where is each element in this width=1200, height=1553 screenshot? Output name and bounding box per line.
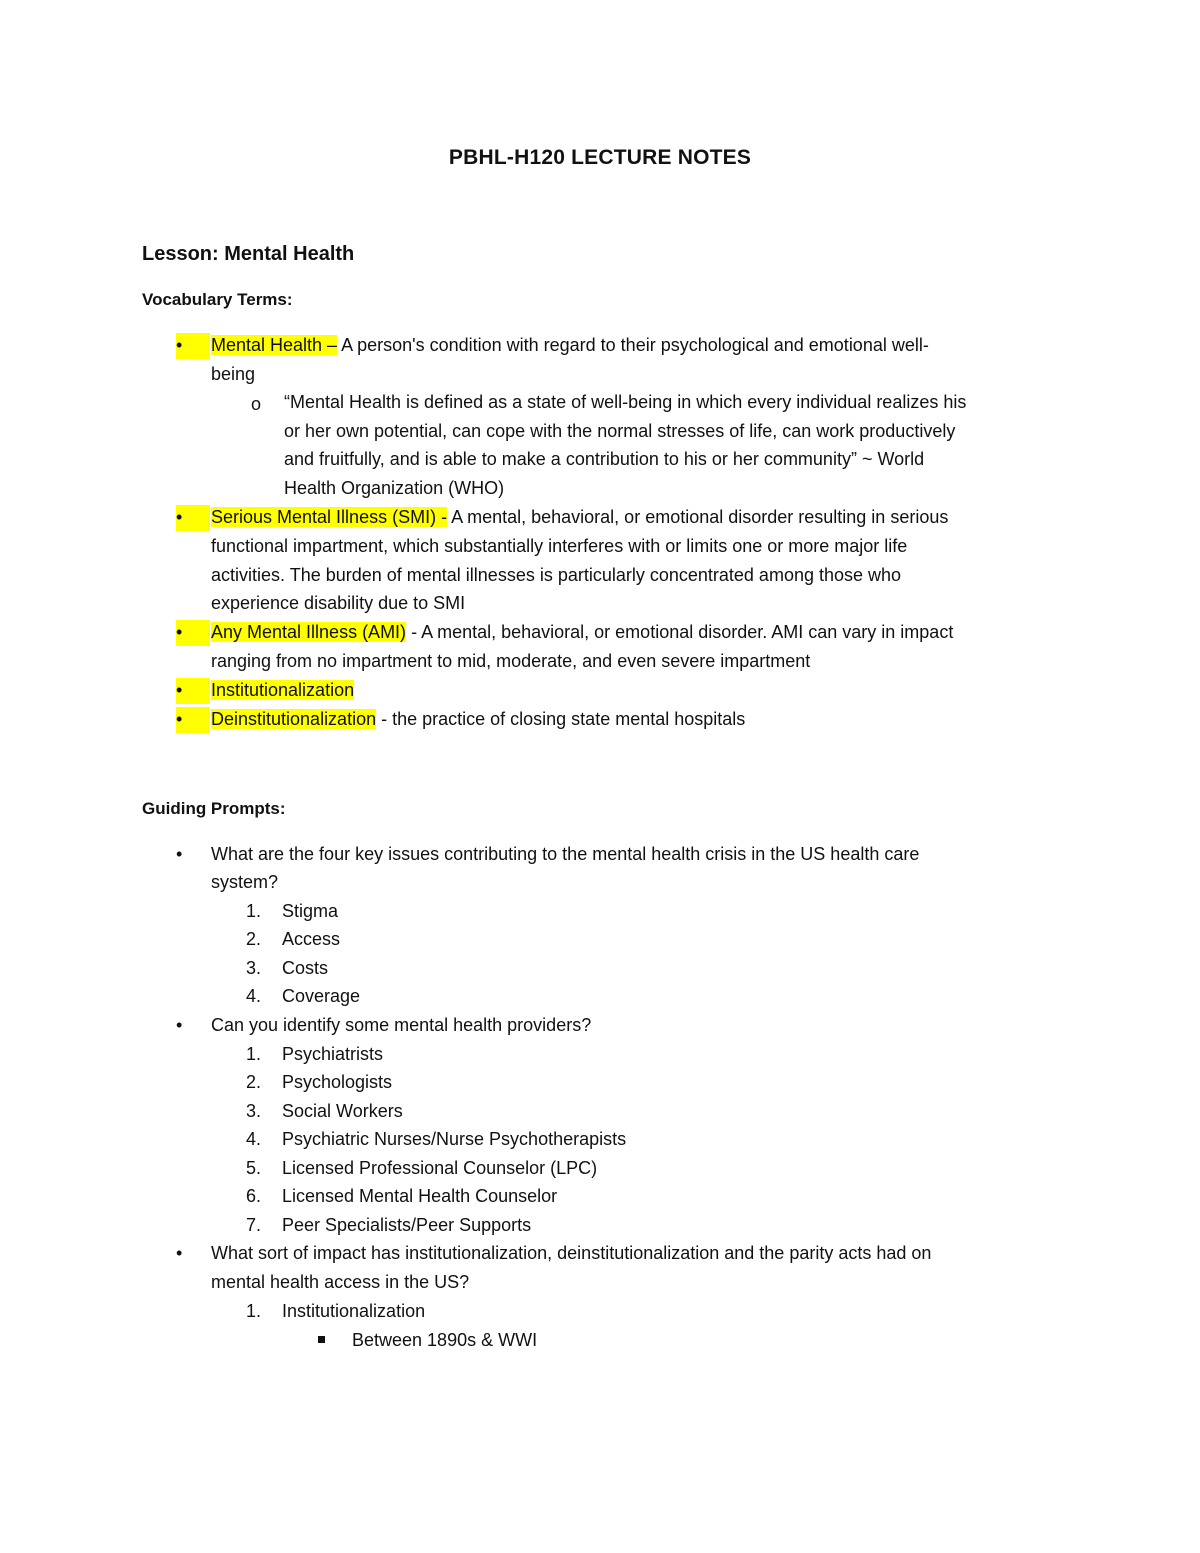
who-quote-line: or her own potential, can cope with the normal stresses of life, can work productively [284,421,956,441]
list-item: Licensed Mental Health Counselor [282,1186,558,1206]
vocab-definition: - the practice of closing state mental hospitals [376,709,746,729]
vocab-definition-cont: experience disability due to SMI [211,593,466,613]
vocab-item-smi [211,505,948,529]
vocab-definition-cont: functional impartment, which substantially interferes with or limits one or more major life [211,536,908,556]
who-quote-line: Health Organization (WHO) [284,478,505,498]
prompt-question-cont: mental health access in the US? [211,1272,470,1292]
list-number: 1. [246,901,262,921]
vocab-definition: A person's condition with regard to their psychological and emotional well- [337,335,929,355]
vocab-item-mental-health [211,333,929,357]
list-item: Costs [282,958,329,978]
vocab-term: Deinstitutionalization [211,709,377,729]
list-item: Psychiatrists [282,1044,384,1064]
vocab-definition-cont: activities. The burden of mental illnesses is particularly concentrated among those who [211,565,902,585]
lesson-heading: Lesson: Mental Health [142,243,355,265]
list-number: 4. [246,986,262,1006]
vocab-definition-cont: being [211,364,256,384]
prompt-question: Can you identify some mental health providers? [211,1015,592,1035]
list-number: 1. [246,1044,262,1064]
prompt-question-cont: system? [211,872,279,892]
list-number: 7. [246,1215,262,1235]
list-item: Psychologists [282,1072,393,1092]
vocab-term: Any Mental Illness (AMI) [211,622,407,642]
list-subitem: Between 1890s & WWI [352,1330,538,1350]
bullet-icon: • [176,507,183,527]
list-item: Access [282,929,341,949]
vocab-definition: - A mental, behavioral, or emotional disorder. AMI can vary in impact [406,622,954,642]
list-item: Institutionalization [282,1301,426,1321]
list-number: 3. [246,1101,262,1121]
sub-bullet-icon: o [251,394,262,414]
list-item: Coverage [282,986,361,1006]
vocabulary-heading: Vocabulary Terms: [142,290,293,309]
bullet-icon: • [176,1015,183,1035]
bullet-icon: • [176,680,183,700]
list-item: Licensed Professional Counselor (LPC) [282,1158,598,1178]
list-number: 5. [246,1158,262,1178]
list-item: Stigma [282,901,339,921]
vocab-definition-cont: ranging from no impartment to mid, moderate, and even severe impartment [211,651,811,671]
bullet-icon: • [176,335,183,355]
list-number: 4. [246,1129,262,1149]
prompt-question: What sort of impact has institutionalization, deinstitutionalization and the parity acts had on [211,1243,932,1263]
list-number: 2. [246,929,262,949]
list-number: 1. [246,1301,262,1321]
vocab-item-ami [211,620,953,644]
vocab-item-institutionalization [211,678,354,702]
list-number: 6. [246,1186,262,1206]
list-number: 2. [246,1072,262,1092]
bullet-icon: • [176,1243,183,1263]
guiding-prompts-heading: Guiding Prompts: [142,799,286,818]
list-item: Social Workers [282,1101,403,1121]
who-quote-line: and fruitfully, and is able to make a contribution to his or her community” ~ World [284,449,925,469]
vocab-term: Serious Mental Illness (SMI) - [211,507,448,527]
page-title: PBHL-H120 LECTURE NOTES [448,146,752,169]
bullet-icon: • [176,844,183,864]
list-number: 3. [246,958,262,978]
who-quote-line: “Mental Health is defined as a state of well-being in which every individual realizes his [284,392,967,412]
bullet-icon: • [176,709,183,729]
list-item: Psychiatric Nurses/Nurse Psychotherapists [282,1129,627,1149]
vocab-term: Institutionalization [211,680,355,700]
prompt-question: What are the four key issues contributing to the mental health crisis in the US health care [211,844,920,864]
list-item: Peer Specialists/Peer Supports [282,1215,532,1235]
vocab-item-deinstitutionalization [211,707,745,731]
square-bullet-icon [318,1336,325,1343]
bullet-icon: • [176,622,183,642]
vocab-term: Mental Health – [211,335,338,355]
vocab-definition: A mental, behavioral, or emotional disorder resulting in serious [447,507,949,527]
